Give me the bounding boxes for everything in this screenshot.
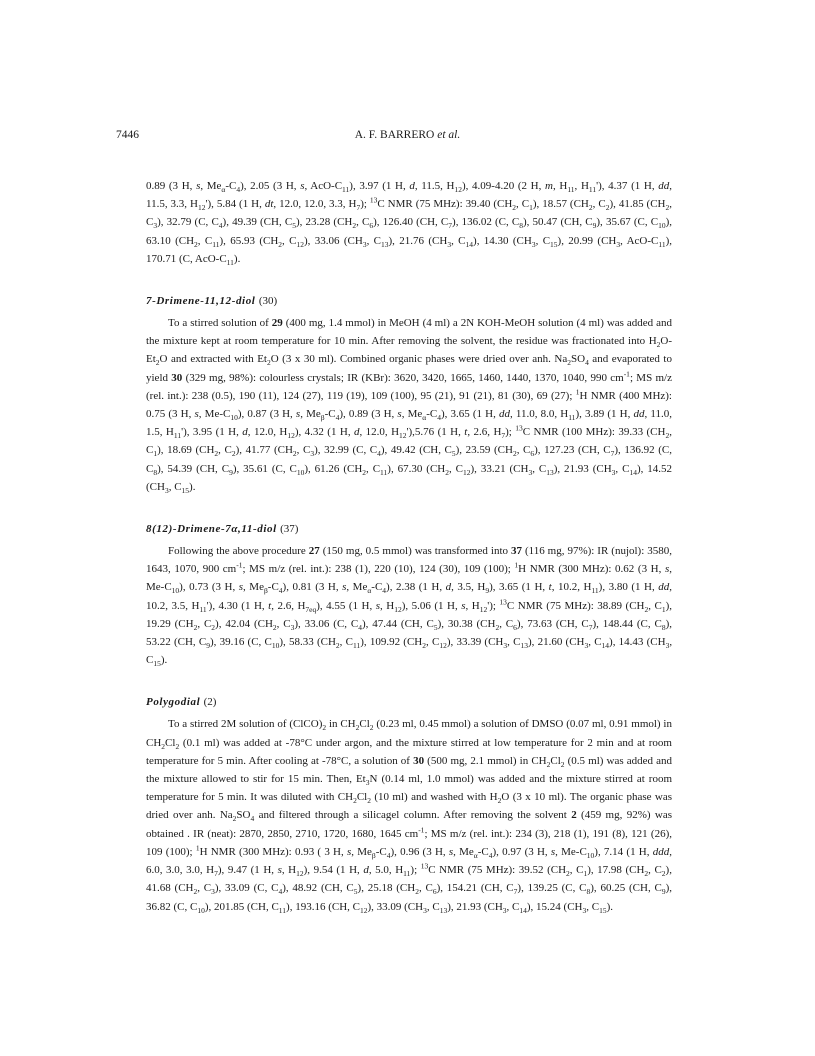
procedure-paragraph-37: Following the above procedure 27 (150 mg, 0.5 mmol) was transformed into 37 (116 mg, 97%): IR (nujol): 3580, 1643, 1070, 900 $cm^{-1}$; MS m/z (rel. int.): 238 (1), 220 (10), 124 (30), 109 (100); $^1$H NMR (300 MHz): 0.62 (3 H, s, $Me-C_{10}$), 0.73 (3 H, s, $Me_\beta-C_4$), 0.81 (3 H, s, $Me_\alpha-C_4$), 2.38 (1 H, d, 3.5, $H_9$), 3.65 (1 H, t, 10.2, $H_{11}$), 3.80 (1 H, dd, 10.2, 3.5, $H_{11}'$), 4.30 (1 H, t, 2.6, $H_{7eq}$), 4.55 (1 H, s, $H_{12}$), 5.06 (1 H, s, $H_{12}'$); $^{13}$C NMR (75 MHz): 38.89 ($CH_2$, $C_1$), 19.29 ($CH_2$, $C_2$), 42.04 ($CH_2$, $C_3$), 33.06 (C, $C_4$), 47.44 (CH, $C_5$), 30.38 ($CH_2$, $C_6$), 73.63 (CH, $C_7$), 148.44 (C, $C_8$), 53.22 (CH, $C_9$), 39.16 (C, $C_{10}$), 58.33 ($CH_2$, $C_{11}$), 109.92 ($CH_2$, $C_{12}$), 33.39 ($CH_3$, $C_{13}$), 21.60 ($CH_3$, $C_{14}$), 14.43 ($CH_3$, $C_{15}$).	[146, 545, 673, 669]
section-heading-polygodial	[146, 694, 672, 710]
article-body	[146, 177, 672, 916]
running-head-authors: A. F. BARRERO	[354, 129, 435, 141]
running-head-etal: et al.	[437, 129, 461, 141]
compound-name: 7-Drimene-11,12-diol	[146, 295, 256, 308]
procedure-paragraph-polygodial: To a stirred 2M solution of $(ClCO)_2$ in $CH_2Cl_2$ (0.23 ml, 0.45 mmol) a solution of DMSO (0.07 ml, 0.91 mmol) in $CH_2Cl_2$ (0.1 ml) was added at -78°C under argon, and the mixture stirred at low temperature for 2 min and at room temperature for 5 min. After cooling at -78°C, a solution of 30 (500 mg, 2.1 mmol) in $CH_2Cl_2$ (0.5 ml) was added and the mixture allowed to stir for 15 min. Then, $Et_3N$ (0.14 ml, 1.0 mmol) was added and the mixture stirred at room temperature for 5 min. It was diluted with $CH_2Cl_2$ (10 ml) and washed with $H_2O$ (3 x 10 ml). The organic phase was dried over anh. $Na_2SO_4$ and filtered through a silicagel column. After removing the solvent 2 (459 mg, 92%) was obtained . IR (neat): 2870, 2850, 2710, 1720, 1680, 1645 $cm^{-1}$; MS m/z (rel. int.): 234 (3), 218 (1), 191 (8), 121 (26), 109 (100); $^1$H NMR (300 MHz): 0.93 ( 3 H, s, $Me_\beta-C_4$), 0.96 (3 H, s, $Me_\alpha-C_4$), 0.97 (3 H, s, $Me-C_{10}$), 7.14 (1 H, ddd, 6.0, 3.0, 3.0, $H_7$), 9.47 (1 H, s, $H_{12}$), 9.54 (1 H, d, 5.0, $H_{11}$); $^{13}$C NMR (75 MHz): 39.52 ($CH_2$, $C_1$), 17.98 ($CH_2$, $C_2$), 41.68 ($CH_2$, $C_3$), 33.09 (C, $C_4$), 48.92 (CH, $C_5$), 25.18 ($CH_2$, $C_6$), 154.21 (CH, $C_7$), 139.25 (C, $C_8$), 60.25 (CH, $C_9$), 36.82 (C, $C_{10}$), 201.85 (CH, $C_{11}$), 193.16 (CH, $C_{12}$), 33.09 ($CH_3$, $C_{13}$), 21.93 ($CH_3$, $C_{14}$), 15.24 ($CH_3$, $C_{15}$).	[146, 718, 673, 915]
compound-name: 8(12)-Drimene-7α,11-diol	[146, 523, 277, 536]
compound-number: (30)	[258, 295, 278, 308]
compound-number: (2)	[203, 696, 217, 709]
section-heading-30	[146, 293, 672, 309]
section-heading-37	[146, 521, 672, 537]
page-header	[0, 129, 815, 145]
running-head	[0, 129, 815, 141]
procedure-paragraph-30: To a stirred solution of 29 (400 mg, 1.4 mmol) in MeOH (4 ml) a 2N KOH-MeOH solution (4 ml) was added and the mixture kept at room temperature for 10 min. After removing the solvent, the residue was fractionated into $H_2O-Et_2O$ and extracted with $Et_2O$ (3 x 30 ml). Combined organic phases were dried over anh. $Na_2SO_4$ and evaporated to yield 30 (329 mg, 98%): colourless crystals; IR (KBr): 3620, 3420, 1665, 1460, 1440, 1370, 1040, 990 $cm^{-1}$; MS m/z (rel. int.): 238 (0.5), 190 (11), 124 (27), 119 (19), 109 (100), 95 (21), 91 (21), 81 (30), 69 (27); $^1$H NMR (400 MHz): 0.75 (3 H, s, $Me-C_{10}$), 0.87 (3 H, s, $Me_\beta-C_4$), 0.89 (3 H, s, $Me_\alpha-C_4$), 3.65 (1 H, dd, 11.0, 8.0, $H_{11}$), 3.89 (1 H, dd, 11.0, 1.5, $H_{11}'$), 3.95 (1 H, d, 12.0, $H_{12}$), 4.32 (1 H, d, 12.0, $H_{12}'),5.76$ (1 H, t, 2.6, $H_7$); $^{13}$C NMR (100 MHz): 39.33 ($CH_2$, $C_1$), 18.69 ($CH_2$, $C_2$), 41.77 ($CH_2$, $C_3$), 32.99 (C, $C_4$), 49.42 (CH, $C_5$), 23.59 ($CH_2$, $C_6$), 127.23 (CH, $C_7$), 136.92 (C, $C_8$), 54.39 (CH, $C_9$), 35.61 (C, $C_{10}$), 61.26 ($CH_2$, $C_{11}$), 67.30 ($CH_2$, $C_{12}$), 33.21 ($CH_3$, $C_{13}$), 21.93 ($CH_3$, $C_{14}$), 14.52 ($CH_3$, $C_{15}$).	[146, 317, 673, 496]
page-number: 7446	[116, 129, 139, 141]
compound-name: Polygodial	[146, 696, 201, 709]
compound-number: (37)	[280, 523, 299, 536]
continued-paragraph: 0.89 (3 H, s, $Me_\alpha-C_4$), 2.05 (3 H, s, AcO-$C_{11}$), 3.97 (1 H, d, 11.5, $H_{12}$), 4.09-4.20 (2 H, m, $H_{11}$, $H_{11}'$), 4.37 (1 H, dd, 11.5, 3.3, $H_{12}'$), 5.84 (1 H, dt, 12.0, 12.0, 3.3, $H_7$); $^{13}$C NMR (75 MHz): 39.40 ($CH_2$, $C_1$), 18.57 ($CH_2$, $C_2$), 41.85 ($CH_2$, $C_3$), 32.79 (C, $C_4$), 49.39 (CH, $C_5$), 23.28 ($CH_2$, $C_6$), 126.40 (CH, $C_7$), 136.02 (C, $C_8$), 50.47 (CH, $C_9$), 35.67 (C, $C_{10}$), 63.10 ($CH_2$, $C_{11}$), 65.93 ($CH_2$, $C_{12}$), 33.06 ($CH_3$, $C_{13}$), 21.76 ($CH_3$, $C_{14}$), 14.30 ($CH_3$, $C_{15}$), 20.99 ($CH_3$, AcO-$C_{11}$), 170.71 (C, AcO-$C_{11}$).	[146, 180, 673, 267]
